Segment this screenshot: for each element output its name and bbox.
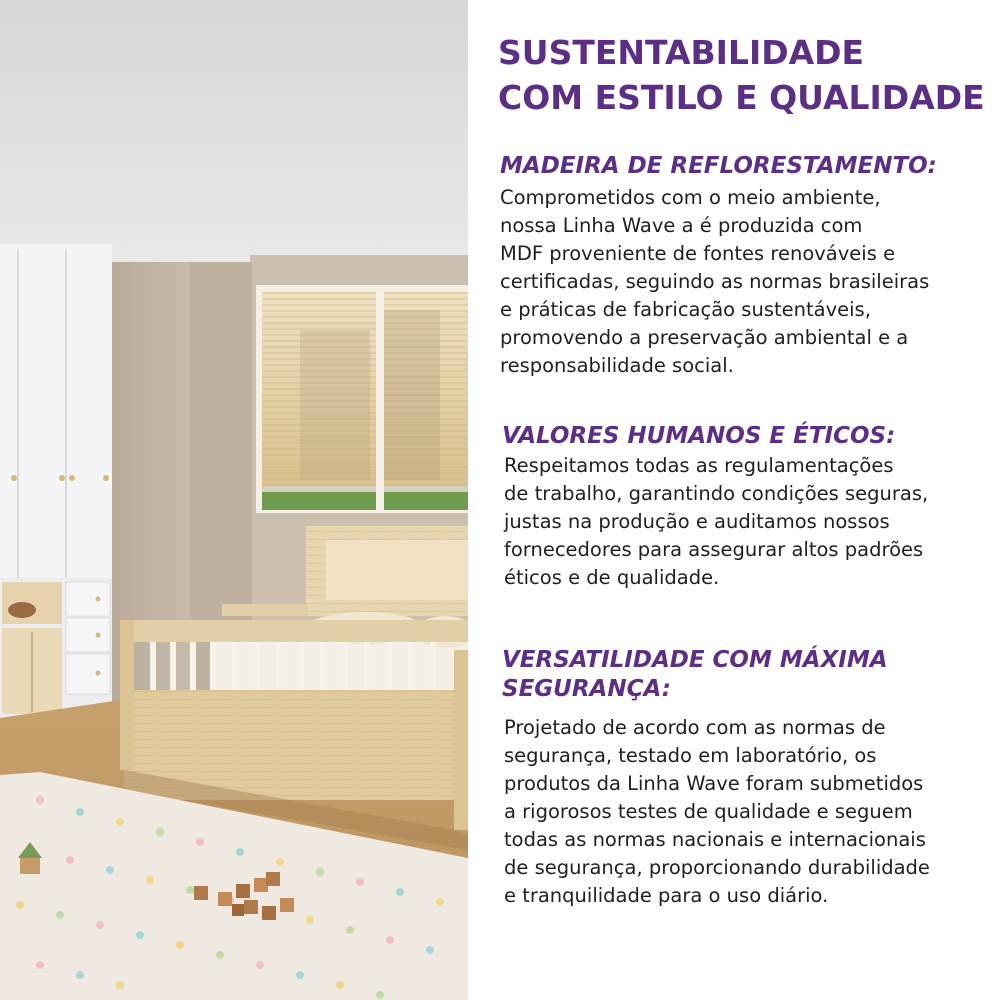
section-1-line-6: promovendo a preservação ambiental e a [500,326,909,349]
section-1-line-2: nossa Linha Wave a é produzida com [500,214,863,237]
section-3-line-3: produtos da Linha Wave foram submetidos [504,772,924,795]
product-photo [0,0,468,1000]
section-2-line-5: éticos e de qualidade. [504,566,720,589]
section-3-title-line-1: VERSATILIDADE COM MÁXIMA [502,647,888,673]
section-1-line-3: MDF proveniente de fontes renováveis e [500,242,896,265]
section-3-title [502,646,888,704]
section-3-line-2: segurança, testado em laboratório, os [504,744,877,767]
section-3-line-1: Projetado de acordo com as normas de [504,716,886,739]
headline [498,30,985,120]
section-3-line-5: todas as normas nacionais e internacionais [504,828,926,851]
section-3-line-7: e tranquilidade para o uso diário. [504,884,829,907]
section-3-body [504,714,930,910]
bedroom-scene-image [0,0,468,1000]
section-2-line-1: Respeitamos todas as regulamentações [504,454,894,477]
headline-line-1: SUSTENTABILIDADE [498,33,865,72]
section-2-line-2: de trabalho, garantindo condições seguras, [504,482,929,505]
section-1-line-4: certificadas, seguindo as normas brasileiras [500,270,930,293]
section-1-line-5: e práticas de fabricação sustentáveis, [500,298,871,321]
info-panel [468,0,1000,1000]
section-3-title-line-2: SEGURANÇA: [502,676,671,702]
section-2-title-line-1: VALORES HUMANOS E ÉTICOS: [502,423,896,449]
section-3-line-4: a rigorosos testes de qualidade e seguem [504,800,913,823]
section-2-title [502,422,895,451]
headline-line-2: COM ESTILO E QUALIDADE [498,78,985,117]
section-3-line-6: de segurança, proporcionando durabilidade [504,856,930,879]
section-1-title [500,152,937,181]
section-1-title-line-1: MADEIRA DE REFLORESTAMENTO: [500,153,937,179]
section-2-body [504,452,928,592]
section-2-line-3: justas na produção e auditamos nossos [504,510,890,533]
section-1-line-1: Comprometidos com o meio ambiente, [500,186,881,209]
section-1-line-7: responsabilidade social. [500,354,734,377]
section-1-body [500,184,929,380]
section-2-line-4: fornecedores para assegurar altos padrões [504,538,924,561]
